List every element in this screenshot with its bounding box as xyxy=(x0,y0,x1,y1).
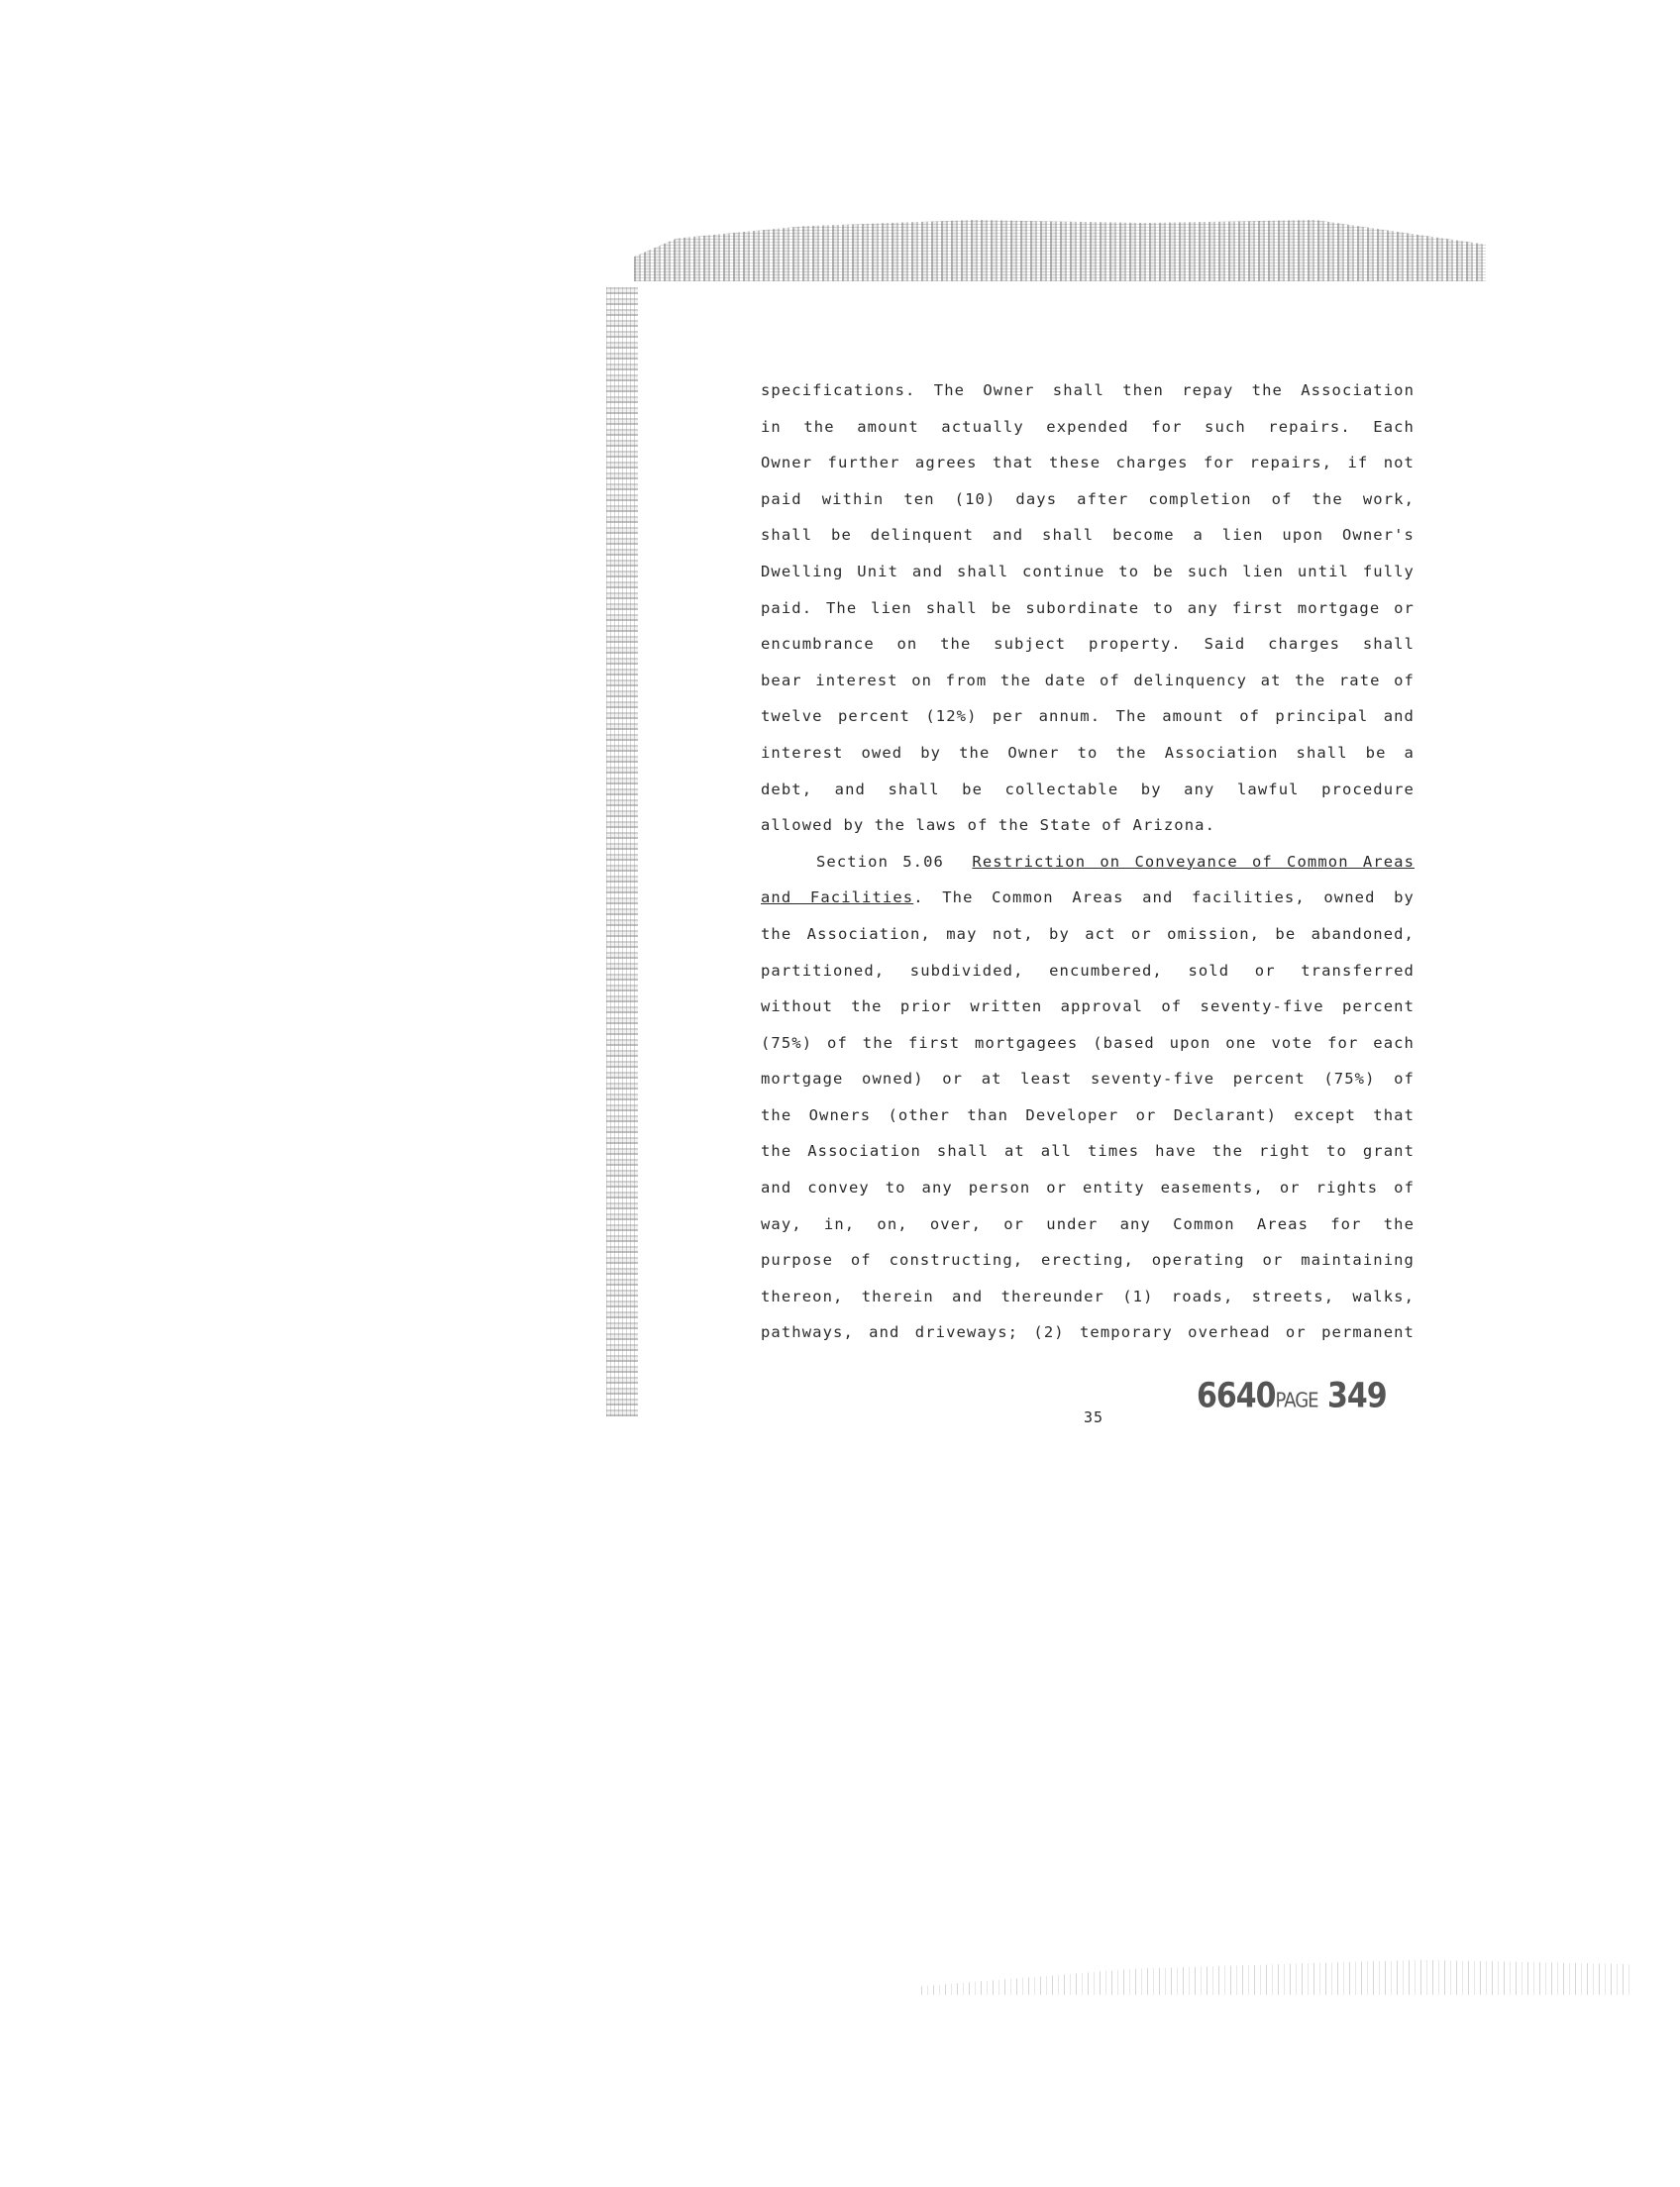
body-line: allowed by the laws of the State of Arizona. xyxy=(761,816,1215,835)
section-line: mortgage owned) or at least seventy-five percent (75%) of xyxy=(761,1070,1415,1089)
body-line: Dwelling Unit and shall continue to be such lien until fully xyxy=(761,562,1415,580)
section-line: pathways, and driveways; (2) temporary overhead or permanent xyxy=(761,1323,1415,1342)
body-line: interest owed by the Owner to the Association shall be a xyxy=(761,743,1415,762)
section-line: partitioned, subdivided, encumbered, sold or transferred xyxy=(761,961,1415,980)
scan-shadow-left xyxy=(606,287,638,1416)
section-line xyxy=(761,880,1415,916)
body-line: paid. The lien shall be subordinate to any first mortgage or xyxy=(761,598,1415,617)
stamp-page-label: PAGE xyxy=(1275,1389,1318,1413)
section-line: the Association, may not, by act or omission, be abandoned, xyxy=(761,924,1415,943)
body-line: encumbrance on the subject property. Said charges shall xyxy=(761,635,1415,654)
document-body xyxy=(761,372,1415,1351)
stamp-book-number: 6640 xyxy=(1197,1376,1276,1416)
section-line: the Association shall at all times have the right to grant xyxy=(761,1142,1415,1161)
body-line: twelve percent (12%) per annum. The amount of principal and xyxy=(761,707,1415,726)
section-line: (75%) of the first mortgagees (based upon one vote for each xyxy=(761,1033,1415,1052)
section-number: Section 5.06 xyxy=(816,852,944,871)
scan-shadow-bottom xyxy=(921,1951,1634,1995)
body-line: debt, and shall be collectable by any lawful procedure xyxy=(761,780,1415,798)
section-line: and convey to any person or entity easements, or rights of xyxy=(761,1179,1415,1198)
body-line: Owner further agrees that these charges for repairs, if not xyxy=(761,454,1415,472)
section-line: the Owners (other than Developer or Declarant) except that xyxy=(761,1105,1415,1124)
section-heading-line xyxy=(761,844,1415,881)
section-line: purpose of constructing, erecting, operating or maintaining xyxy=(761,1251,1415,1270)
section-line: without the prior written approval of seventy-five percent xyxy=(761,997,1415,1016)
section-line: way, in, on, over, or under any Common Areas for the xyxy=(761,1214,1415,1233)
section-title: Restriction on Conveyance of Common Areas xyxy=(972,852,1416,871)
scan-shadow-top xyxy=(634,220,1486,281)
body-line: in the amount actually expended for such repairs. Each xyxy=(761,417,1415,436)
body-line: paid within ten (10) days after completion of the work, xyxy=(761,489,1415,508)
section-line-rest: . The Common Areas and facilities, owned by xyxy=(913,888,1415,907)
section-title-continued: and Facilities xyxy=(761,888,914,907)
body-line: specifications. The Owner shall then repay the Association xyxy=(761,381,1415,399)
body-line: bear interest on from the date of delinquency at the rate of xyxy=(761,671,1415,689)
body-line: shall be delinquent and shall become a lien upon Owner's xyxy=(761,526,1415,545)
stamp-page-number: 349 xyxy=(1326,1376,1387,1416)
section-line: thereon, therein and thereunder (1) roads, streets, walks, xyxy=(761,1287,1415,1305)
page-number: 35 xyxy=(1084,1408,1104,1426)
recording-stamp xyxy=(1197,1376,1387,1415)
